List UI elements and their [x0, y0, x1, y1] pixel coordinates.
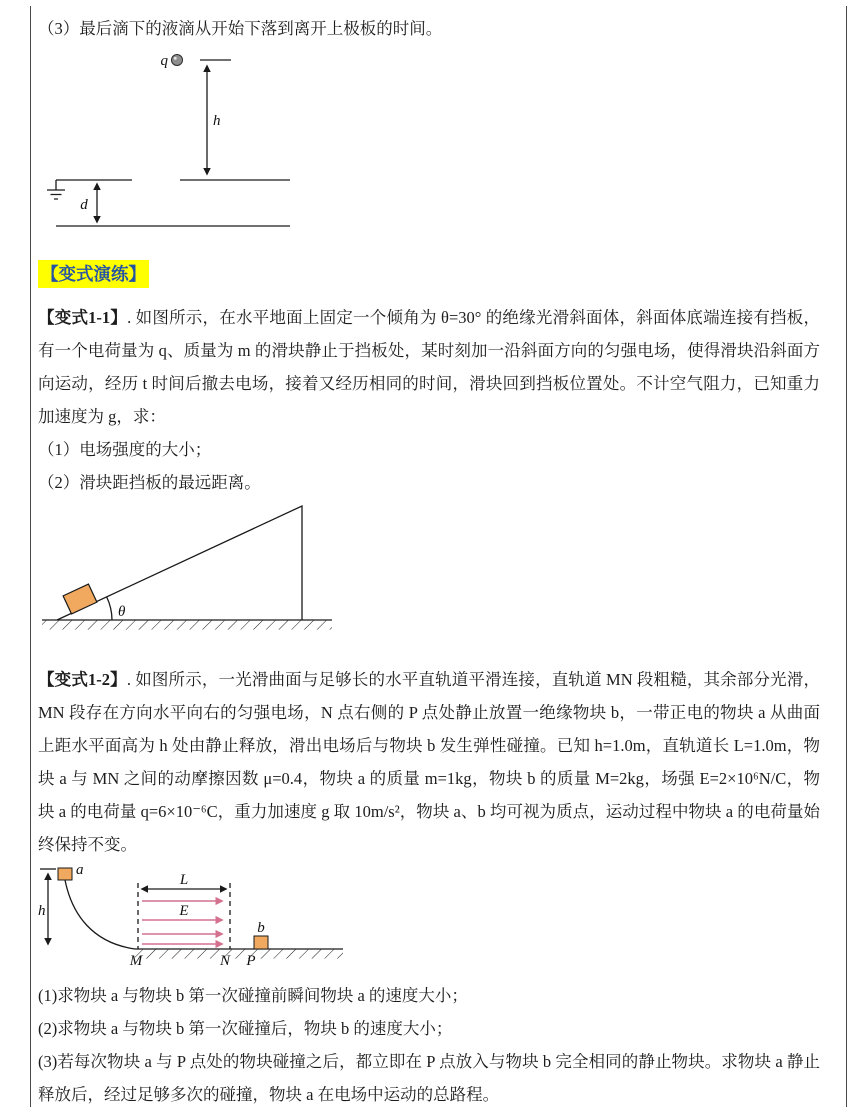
- page-content: [38, 12, 820, 1111]
- droplet-capacitor-figure: [40, 50, 300, 236]
- variation-1-1-label: 【变式1-1】: [38, 308, 128, 327]
- point-p-label: P: [246, 953, 256, 969]
- ground-hatching: [42, 621, 332, 630]
- height-label: h: [38, 903, 46, 919]
- page-border-left: [30, 6, 31, 1107]
- block-b: [254, 936, 268, 949]
- inclined-plane-figure: [40, 499, 340, 635]
- variation-1-2-paragraph: [38, 663, 820, 861]
- variation-1-1-question-2: （2）滑块距挡板的最远距离。: [38, 473, 261, 492]
- question-3-text: （3）最后滴下的液滴从开始下落到离开上极板的时间。: [38, 19, 443, 38]
- length-label: L: [179, 872, 189, 888]
- section-header-row: [38, 260, 820, 289]
- variation-1-2-question-1: (1)求物块 a 与物块 b 第一次碰撞前瞬间物块 a 的速度大小；: [38, 986, 468, 1005]
- variation-1-2-question-3: (3)若每次物块 a 与 P 点处的物块碰撞之后，都立即在 P 点放入与物块 b 完全相同的静止物块。求物块 a 静止释放后，经过足够多次的碰撞，物块 a 在电场中运动的总路程。: [38, 1052, 820, 1104]
- variation-1-2-question-2: (2)求物块 a 与物块 b 第一次碰撞后，物块 b 的速度大小；: [38, 1019, 453, 1038]
- point-m-label: M: [129, 953, 143, 969]
- track-field-figure: [38, 863, 358, 979]
- droplet-charge-label: q: [160, 53, 168, 69]
- point-n-label: N: [219, 953, 231, 969]
- variation-1-1-question-1: （1）电场强度的大小；: [38, 440, 212, 459]
- angle-label: θ: [118, 604, 126, 620]
- block-a-label: a: [76, 863, 84, 878]
- gap-label: d: [80, 197, 88, 213]
- ground-symbol: [47, 180, 65, 199]
- page-border-right: [846, 6, 847, 1107]
- droplet: [172, 55, 183, 66]
- variation-1-1-text: . 如图所示，在水平地面上固定一个倾角为 θ=30° 的绝缘光滑斜面体，斜面体底端连接有挡板，有一个电荷量为 q、质量为 m 的滑块静止于挡板处，某时刻加一沿斜面方向的匀强电场，使得滑块沿斜面方向运动，经历 t 时间后撤去电场，接着又经历相同的时间，滑块回到挡板位置处。不计空气阻力，已知重力加速度为 g，求：: [38, 308, 821, 426]
- droplet-highlight: [174, 57, 177, 60]
- block: [63, 584, 97, 614]
- variation-1-1-paragraph: [38, 301, 820, 433]
- block-b-label: b: [257, 920, 265, 936]
- variation-1-2-text: . 如图所示，一光滑曲面与足够长的水平直轨道平滑连接，直轨道 MN 段粗糙，其余部分光滑，MN 段存在方向水平向右的匀强电场，N 点右侧的 P 点处静止放置一绝缘物块 b，一带正电的物块 a 从曲面上距水平面高为 h 处由静止释放，滑出电场后与物块 b 发生弹性碰撞。已知 h=1.0m，直轨道长 L=1.0m，物块 a 与 MN 之间的动摩擦因数 μ=0.4，物块 a 的质量 m=1kg，物块 b 的质量 M=2kg，场强 E=2×10⁶N/C，物块 a 的电荷量 q=6×10⁻⁶C，重力加速度 g 取 10m/s²，物块 a、b 均可视为质点，运动过程中物块 a 的电荷量始终保持不变。: [38, 670, 821, 854]
- height-label: h: [213, 113, 221, 129]
- curved-surface: [65, 880, 135, 949]
- field-label: E: [179, 903, 189, 919]
- block-a: [58, 868, 72, 880]
- variation-1-2-label: 【变式1-2】: [38, 670, 127, 689]
- section-header: 【变式演练】: [38, 260, 149, 288]
- angle-arc: [107, 597, 113, 621]
- ground-hatching: [135, 950, 343, 959]
